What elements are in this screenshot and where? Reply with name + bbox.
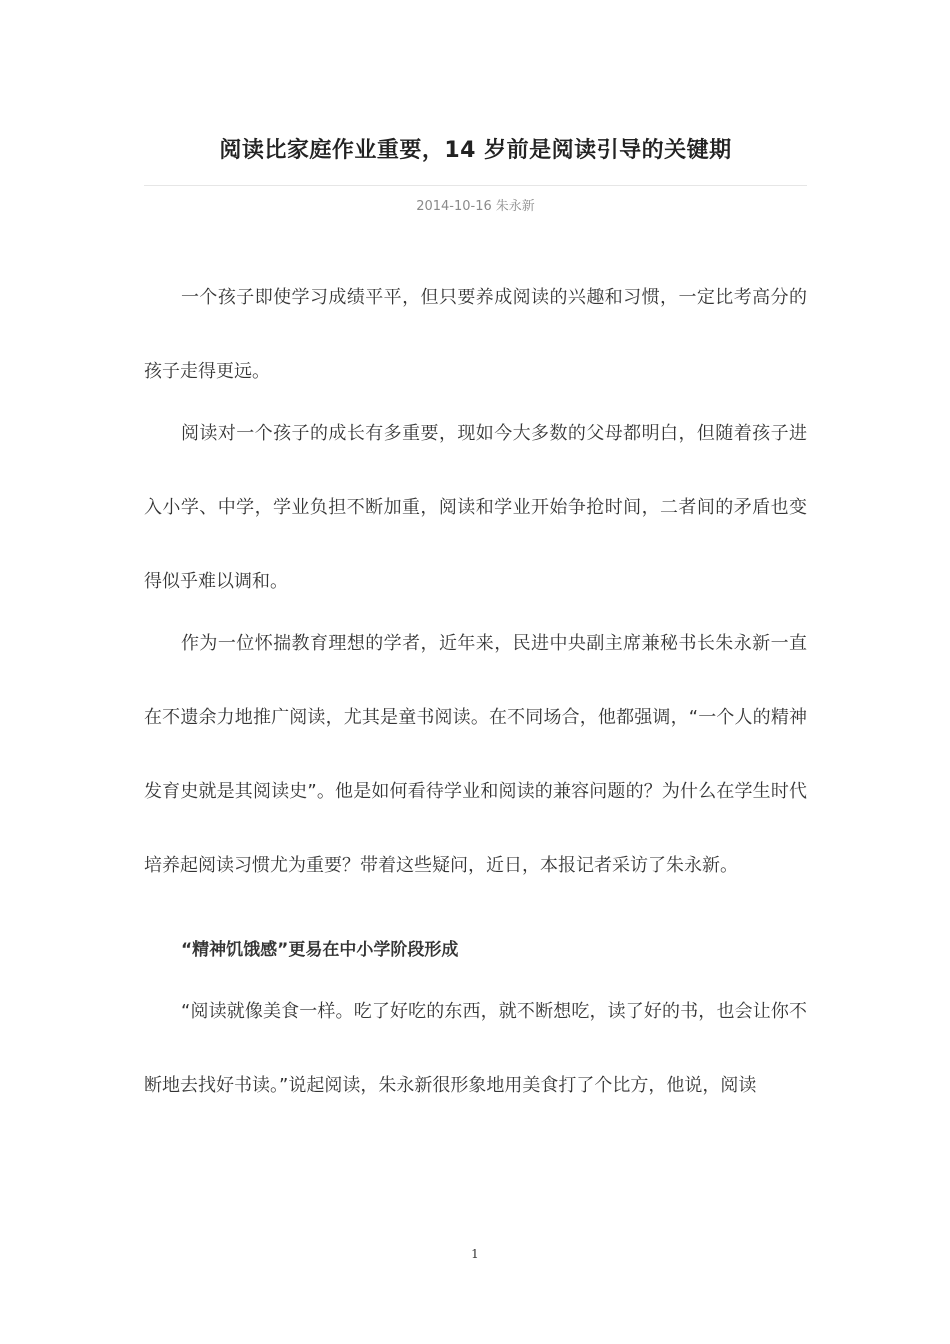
- section-subheading: “精神饥饿感”更易在中小学阶段形成: [181, 940, 459, 960]
- article-body: [144, 261, 807, 1123]
- publish-date: 2014-10-16: [416, 199, 492, 214]
- paragraph-4: “阅读就像美食一样。吃了好吃的东西，就不断想吃，读了好的书，也会让你不断地去找好书读。”说起阅读，朱永新很形象地用美食打了个比方，他说，阅读: [144, 1001, 807, 1096]
- paragraph-1: 一个孩子即使学习成绩平平，但只要养成阅读的兴趣和习惯，一定比考高分的孩子走得更远。: [144, 287, 807, 382]
- article-meta: [144, 197, 807, 217]
- page-number: 1: [471, 1247, 479, 1261]
- paragraph-2: 阅读对一个孩子的成长有多重要，现如今大多数的父母都明白，但随着孩子进入小学、中学，学业负担不断加重，阅读和学业开始争抢时间，二者间的矛盾也变得似乎难以调和。: [144, 423, 807, 592]
- paragraph-3: 作为一位怀揣教育理想的学者，近年来，民进中央副主席兼秘书长朱永新一直在不遗余力地推广阅读，尤其是童书阅读。在不同场合，他都强调，“一个人的精神发育史就是其阅读史”。他是如何看待学业和阅读的兼容问题的？为什么在学生时代培养起阅读习惯尤为重要？带着这些疑问，近日，本报记者采访了朱永新。: [144, 633, 807, 876]
- title-divider: [144, 185, 807, 186]
- article-title: 阅读比家庭作业重要，14 岁前是阅读引导的关键期: [219, 138, 732, 163]
- author-name: 朱永新: [495, 199, 535, 214]
